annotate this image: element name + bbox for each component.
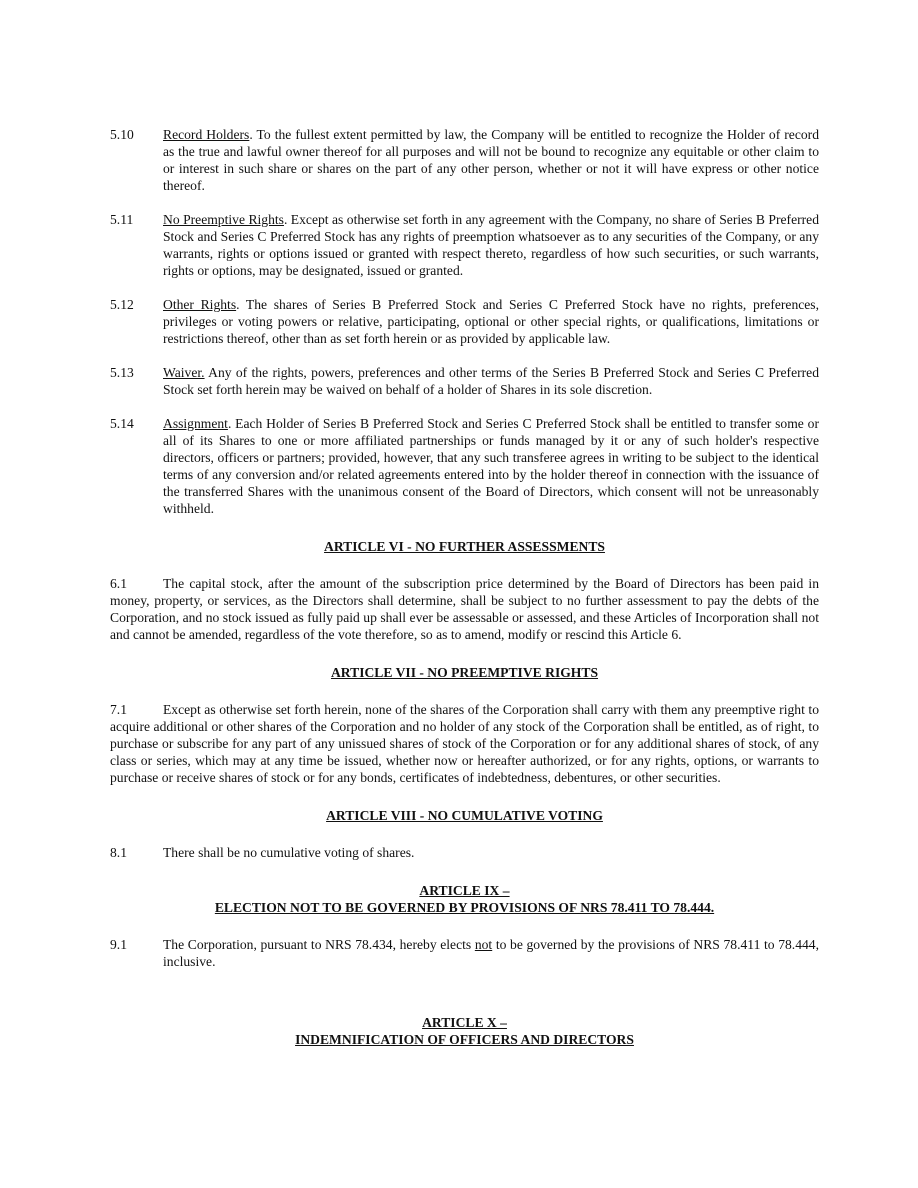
- section-5-10-body: . To the fullest extent permitted by law, the Company will be entitled to recognize the Holder of record as the true and lawful owner thereof for all purposes and will not be bound to recognize any equitable or other claim to or interest in such share or shares on the part of any other person, whether or not it will have express or other notice thereof.: [163, 127, 819, 193]
- section-5-13-body: Any of the rights, powers, preferences and other terms of the Series B Preferred Stock and Series C Preferred Stock set forth herein may be waived on behalf of a holder of Shares in its sole discretion.: [163, 365, 819, 397]
- section-5-13: [110, 364, 819, 398]
- section-9-1-number: 9.1: [110, 937, 127, 952]
- section-5-11-body: . Except as otherwise set forth in any agreement with the Company, no share of Series B Preferred Stock and Series C Preferred Stock has any rights of preemption whatsoever as to any securities of the Company, or any warrants, rights or options issued or granted with respect thereto, regardless of how such securities, or such warrants, rights or options, may be designated, issued or granted.: [163, 212, 819, 278]
- article-ix-heading: [110, 882, 819, 916]
- article-viii-heading: ARTICLE VIII - NO CUMULATIVE VOTING: [326, 808, 603, 823]
- article-x-line2: INDEMNIFICATION OF OFFICERS AND DIRECTORS: [295, 1032, 634, 1047]
- section-5-14-heading: Assignment: [163, 416, 228, 431]
- section-5-13-number: 5.13: [110, 365, 134, 380]
- section-8-1-number: 8.1: [110, 845, 127, 860]
- article-x-line1: ARTICLE X –: [422, 1015, 507, 1030]
- section-5-10-heading: Record Holders: [163, 127, 250, 142]
- section-5-11-text: [163, 211, 819, 279]
- section-5-10: [110, 126, 819, 194]
- article-ix-line2: ELECTION NOT TO BE GOVERNED BY PROVISIONS OF NRS 78.411 TO 78.444.: [214, 900, 715, 915]
- paragraph-7-1-body: Except as otherwise set forth herein, none of the shares of the Corporation shall carry with them any preemptive right to acquire additional or other shares of the Corporation and no holder of any stock of the Corporation shall be entitled, as of right, to purchase or subscribe for any part of any unissued shares of stock of the Corporation or for any additional shares of stock, of any class or series, which may at any time be issued, whether now or hereafter authorized, or for any rights, options, or warrants to purchase or receive shares of stock or for any bonds, certificates of indebtedness, debentures, or other securities.: [110, 702, 819, 785]
- section-5-14: [110, 415, 819, 517]
- section-5-12-number: 5.12: [110, 297, 134, 312]
- section-8-1-body: There shall be no cumulative voting of shares.: [163, 845, 415, 860]
- section-5-14-number: 5.14: [110, 416, 134, 431]
- section-5-12-text: [163, 296, 819, 347]
- section-5-14-body: . Each Holder of Series B Preferred Stock and Series C Preferred Stock shall be entitled to transfer some or all of its Shares to one or more affiliated partnerships or funds managed by it or any of such holder's respective directors, officers or partners; provided, however, that any such transferee agrees in writing to be subject to the identical terms of any conversion and/or related agreements entered into by the holder thereof in connection with the issuance of the transferred Shares with the unanimous consent of the Board of Directors, which consent will not be unreasonably withheld.: [163, 416, 819, 516]
- section-5-10-text: [163, 126, 819, 194]
- section-5-12: [110, 296, 819, 347]
- section-5-12-heading: Other Rights: [163, 297, 237, 312]
- article-x-heading: [110, 1014, 819, 1048]
- article-vii-heading: ARTICLE VII - NO PREEMPTIVE RIGHTS: [330, 665, 599, 680]
- section-5-10-number: 5.10: [110, 127, 134, 142]
- article-ix-line1: ARTICLE IX –: [419, 883, 510, 898]
- section-9-1-text: [163, 936, 819, 970]
- section-5-14-text: [163, 415, 819, 517]
- section-5-11-heading: No Preemptive Rights: [163, 212, 284, 227]
- section-9-1: [110, 936, 819, 970]
- section-9-1-body-before: The Corporation, pursuant to NRS 78.434, hereby elects: [163, 937, 475, 952]
- article-vi-heading: ARTICLE VI - NO FURTHER ASSESSMENTS: [324, 539, 605, 554]
- paragraph-7-1: [110, 701, 819, 786]
- section-5-11-number: 5.11: [110, 212, 134, 227]
- paragraph-6-1-number: 6.1: [110, 576, 127, 591]
- section-5-11: [110, 211, 819, 279]
- section-5-13-text: [163, 364, 819, 398]
- section-8-1-text: [163, 844, 819, 861]
- paragraph-7-1-number: 7.1: [110, 702, 127, 717]
- section-8-1: [110, 844, 819, 861]
- section-9-1-underlined-word: not: [474, 937, 493, 952]
- section-5-13-heading: Waiver.: [163, 365, 205, 380]
- section-5-12-body: . The shares of Series B Preferred Stock and Series C Preferred Stock have no rights, preferences, privileges or voting powers or relative, participating, optional or other special rights, or qualifications, limitations or restrictions thereof, other than as set forth herein or as provided by applicable law.: [163, 297, 819, 346]
- paragraph-6-1: [110, 575, 819, 643]
- section-9-1-body-after: to be governed by the provisions of NRS 78.411 to 78.444, inclusive.: [163, 937, 819, 969]
- paragraph-6-1-body: The capital stock, after the amount of the subscription price determined by the Board of Directors has been paid in money, property, or services, as the Directors shall determine, shall be subject to no further assessment to pay the debts of the Corporation, and no stock issued as fully paid up shall ever be assessable or assessed, and these Articles of Incorporation shall not and cannot be amended, regardless of the vote therefore, so as to amend, modify or rescind this Article 6.: [110, 576, 819, 642]
